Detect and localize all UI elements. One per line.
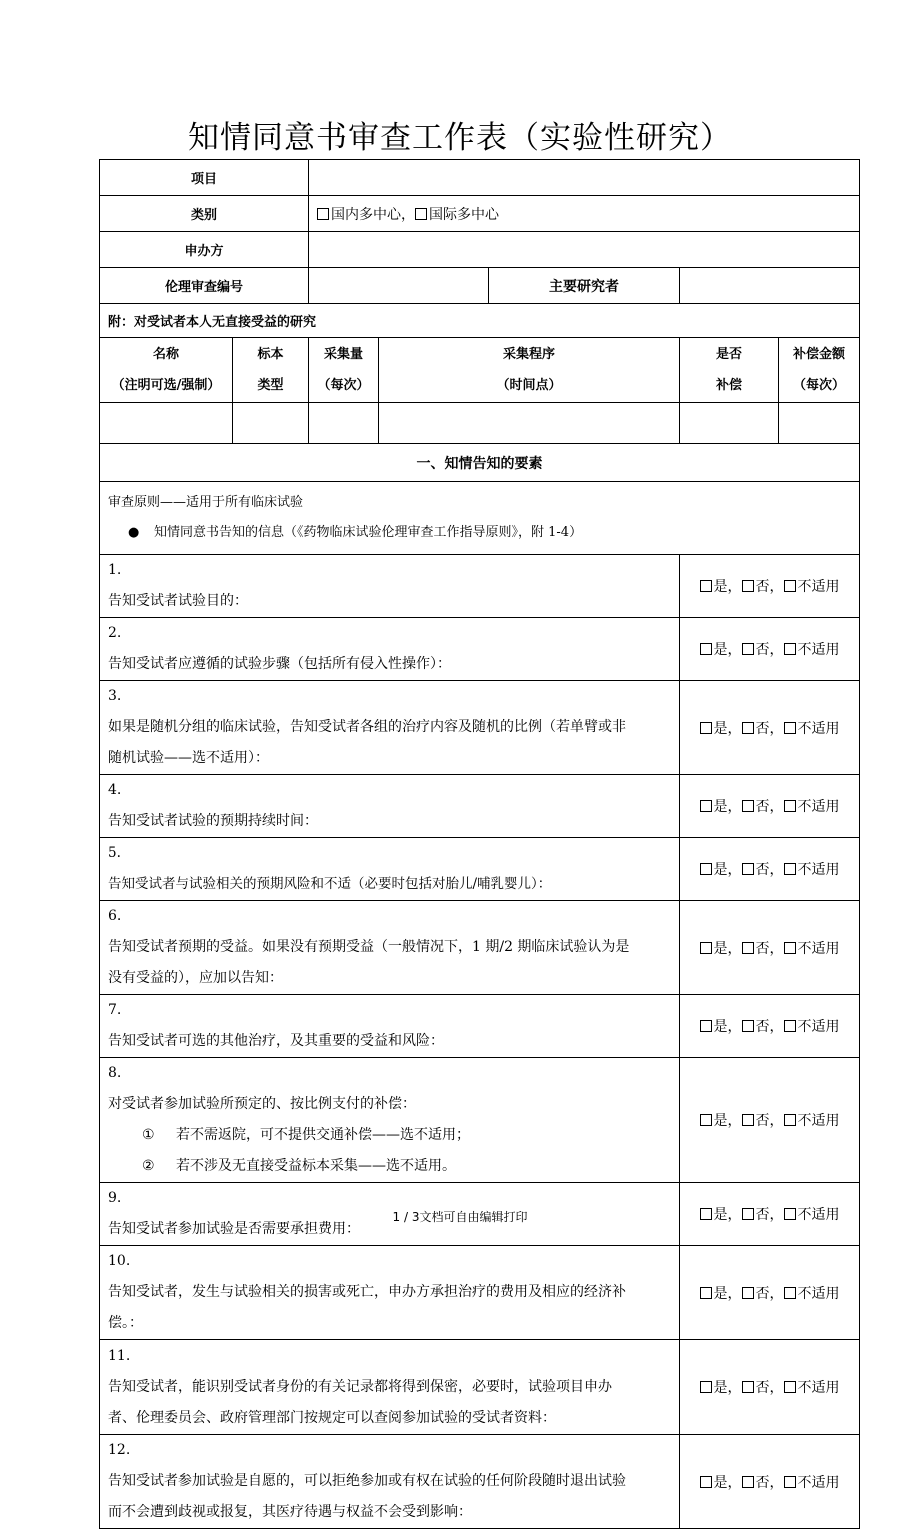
section1-title: 一、知情告知的要素 [100,444,860,482]
no-checkbox[interactable] [742,1381,754,1393]
no-checkbox[interactable] [742,722,754,734]
item-10-options: 是， 否， 不适用 [680,1246,860,1340]
category-field [309,196,860,232]
na-checkbox[interactable] [784,1020,796,1032]
category-label: 类别 [100,196,309,232]
item-5-options: 是， 否， 不适用 [680,838,860,901]
item-9: 9.告知受试者参加试验是否需要承担费用： [100,1183,680,1246]
item-7-options: 是， 否， 不适用 [680,995,860,1058]
sample-compensated-cell[interactable] [680,403,779,443]
note-text: 附：对受试者本人无直接受益的研究 [100,304,860,338]
project-label: 项目 [100,160,309,196]
item-3-options: 是， 否， 不适用 [680,681,860,775]
project-field[interactable] [309,160,860,196]
sample-amount-cell[interactable] [779,403,859,443]
yes-checkbox[interactable] [700,1287,712,1299]
item-2-options: 是， 否， 不适用 [680,618,860,681]
page-footer: 1 / 3文档可自由编辑打印 [392,1210,528,1224]
principle-text: 审查原则——适用于所有临床试验 [108,495,304,510]
sample-compensation-cell [680,403,860,444]
yes-checkbox[interactable] [700,580,712,592]
yes-checkbox[interactable] [700,1381,712,1393]
na-checkbox[interactable] [784,942,796,954]
no-checkbox[interactable] [742,1020,754,1032]
review-principle [100,482,860,555]
no-checkbox[interactable] [742,580,754,592]
item-4-options: 是， 否， 不适用 [680,775,860,838]
ethics-number-label: 伦理审查编号 [100,268,309,304]
item-9-options: 是， 否， 不适用 [680,1183,860,1246]
col-name-header: 名称 （注明可选/强制） [100,338,233,403]
na-checkbox[interactable] [784,1381,796,1393]
no-checkbox[interactable] [742,863,754,875]
item-8-sub-1: ① 若不需返院，可不提供交通补偿——选不适用； [142,1127,470,1143]
na-checkbox[interactable] [784,863,796,875]
na-checkbox[interactable] [784,1287,796,1299]
yes-checkbox[interactable] [700,942,712,954]
yes-checkbox[interactable] [700,1476,712,1488]
na-checkbox[interactable] [784,1476,796,1488]
page-title: 知情同意书审查工作表（实验性研究） [188,120,732,156]
col-compensation-header: 是否 补偿 补偿金额 （每次） [680,338,860,403]
sample-procedure-cell[interactable] [379,403,680,444]
no-checkbox[interactable] [742,1114,754,1126]
bullet-text: 知情同意书告知的信息（《药物临床试验伦理审查工作指导原则》，附 1-4） [154,525,583,540]
item-4: 4.告知受试者试验的预期持续时间： [100,775,680,838]
checkbox-international[interactable] [415,208,427,220]
item-3: 3.如果是随机分组的临床试验，告知受试者各组的治疗内容及随机的比例（若单臂或非随机试验——选不适用）： [100,681,680,775]
bullet-icon: ● [128,525,140,540]
sponsor-label: 申办方 [100,232,309,268]
na-checkbox[interactable] [784,1114,796,1126]
yes-checkbox[interactable] [700,1020,712,1032]
no-checkbox[interactable] [742,1287,754,1299]
review-worksheet [99,159,859,1529]
item-1-options: 是， 否， 不适用 [680,555,860,618]
item-6: 6.告知受试者预期的受益。如果没有预期受益（一般情况下，1 期/2 期临床试验认为是没有受益的），应加以告知： [100,901,680,995]
item-10: 10.告知受试者，发生与试验相关的损害或死亡，申办方承担治疗的费用及相应的经济补偿。： [100,1246,680,1340]
worksheet-table [99,159,860,1529]
yes-checkbox[interactable] [700,722,712,734]
na-checkbox[interactable] [784,800,796,812]
no-checkbox[interactable] [742,800,754,812]
col-procedure-header: 采集程序 （时间点） [379,338,680,403]
yes-checkbox[interactable] [700,863,712,875]
pi-label: 主要研究者 [489,268,680,304]
pi-field[interactable] [680,268,860,304]
sample-type-cell[interactable] [233,403,309,444]
na-checkbox[interactable] [784,722,796,734]
no-checkbox[interactable] [742,1476,754,1488]
item-8-options: 是， 否， 不适用 [680,1058,860,1183]
na-checkbox[interactable] [784,580,796,592]
na-checkbox[interactable] [784,643,796,655]
sponsor-field[interactable] [309,232,860,268]
item-8: 8.对受试者参加试验所预定的、按比例支付的补偿： ① 若不需返院，可不提供交通补偿——选不适用； ② 若不涉及无直接受益标本采集——选不适用。 [100,1058,680,1183]
item-8-sub-2: ② 若不涉及无直接受益标本采集——选不适用。 [142,1158,456,1174]
item-12: 12.告知受试者参加试验是自愿的，可以拒绝参加或有权在试验的任何阶段随时退出试验而不会遭到歧视或报复，其医疗待遇与权益不会受到影响： [100,1435,680,1529]
yes-checkbox[interactable] [700,643,712,655]
col-specimen-header: 标本 类型 [233,338,309,403]
ethics-number-field[interactable] [309,268,489,304]
item-7: 7.告知受试者可选的其他治疗，及其重要的受益和风险： [100,995,680,1058]
yes-checkbox[interactable] [700,1114,712,1126]
item-12-options: 是， 否， 不适用 [680,1435,860,1529]
checkbox-domestic[interactable] [317,208,329,220]
no-checkbox[interactable] [742,942,754,954]
item-11-options: 是， 否， 不适用 [680,1340,860,1435]
item-2: 2.告知受试者应遵循的试验步骤（包括所有侵入性操作）： [100,618,680,681]
no-checkbox[interactable] [742,643,754,655]
category-international-label: 国际多中心 [429,206,500,223]
item-5: 5.告知受试者与试验相关的预期风险和不适（必要时包括对胎儿/哺乳婴儿）： [100,838,680,901]
item-11: 11.告知受试者，能识别受试者身份的有关记录都将得到保密，必要时，试验项目申办者、伦理委员会、政府管理部门按规定可以查阅参加试验的受试者资料： [100,1340,680,1435]
yes-checkbox[interactable] [700,800,712,812]
col-volume-header: 采集量 （每次） [309,338,379,403]
sample-volume-cell[interactable] [309,403,379,444]
category-domestic-label: 国内多中心， [331,206,416,223]
item-6-options: 是， 否， 不适用 [680,901,860,995]
sample-name-cell[interactable] [100,403,233,444]
item-1: 1.告知受试者试验目的： [100,555,680,618]
